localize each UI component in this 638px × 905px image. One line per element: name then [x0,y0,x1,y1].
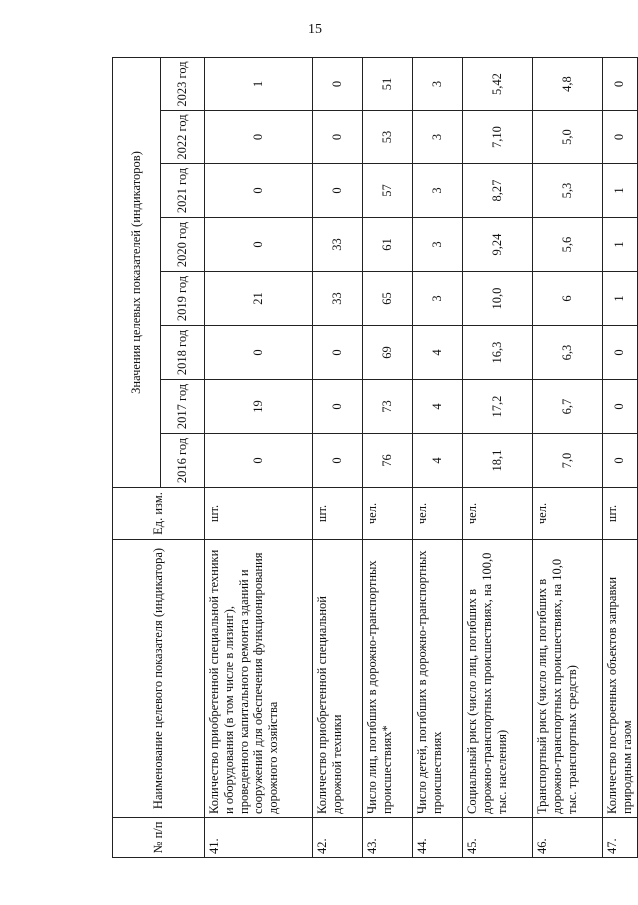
row-value: 76 [363,434,413,488]
row-value: 6,3 [533,326,603,380]
row-value: 57 [363,164,413,218]
row-value: 0 [205,434,313,488]
row-value: 4 [413,434,463,488]
row-value: 1 [205,58,313,111]
row-value: 0 [205,111,313,164]
row-index: 43. [363,818,413,858]
row-value: 21 [205,272,313,326]
row-indicator-name: Транспортный риск (число лиц, погибших в дорожно-транспортных происшествиях, на 10,0 тыс. транспортных средств) [533,540,603,818]
row-unit: чел. [363,488,413,540]
row-indicator-name: Число детей, погибших в дорожно-транспортных происшествиях [413,540,463,818]
row-index: 47. [603,818,638,858]
row-value: 0 [603,111,638,164]
row-value: 0 [603,380,638,434]
row-indicator-name: Число лиц, погибших в дорожно-транспортных происшествиях* [363,540,413,818]
row-value: 0 [205,164,313,218]
row-indicator-name: Социальный риск (число лиц, погибших в дорожно-транспортных происшествиях, на 100,0 тыс. населения) [463,540,533,818]
table-row [363,58,413,858]
row-value: 3 [413,164,463,218]
row-value: 0 [313,380,363,434]
row-unit: чел. [533,488,603,540]
row-value: 0 [205,326,313,380]
page-number: 15 [308,22,322,37]
row-value: 69 [363,326,413,380]
row-value: 16,3 [463,326,533,380]
header-year: 2019 год [161,272,205,326]
header-index: № п/п [113,818,205,858]
row-value: 18,1 [463,434,533,488]
row-value: 3 [413,272,463,326]
row-value: 0 [313,164,363,218]
row-value: 33 [313,272,363,326]
table-row [413,58,463,858]
header-name: Наименование целевого показателя (индикатора) [113,540,205,818]
row-value: 6 [533,272,603,326]
row-value: 53 [363,111,413,164]
row-value: 0 [603,434,638,488]
row-value: 5,3 [533,164,603,218]
table-row [205,58,313,858]
row-value: 0 [205,218,313,272]
header-year: 2020 год [161,218,205,272]
row-value: 61 [363,218,413,272]
row-value: 73 [363,380,413,434]
row-value: 1 [603,218,638,272]
header-year: 2023 год [161,58,205,111]
row-unit: шт. [313,488,363,540]
row-value: 0 [603,58,638,111]
row-indicator-name: Количество приобретенной специальной техники и оборудования (в том числе в лизинг), проведенного капитального ремонта зданий и сооружений для обеспечения функционирования дорожного хозяйства [205,540,313,818]
table-row [463,58,533,858]
row-value: 0 [313,326,363,380]
row-value: 0 [313,111,363,164]
row-indicator-name: Количество приобретенной специальной дорожной техники [313,540,363,818]
row-value: 5,42 [463,58,533,111]
row-value: 10,0 [463,272,533,326]
table-row [533,58,603,858]
row-value: 33 [313,218,363,272]
header-values-group: Значения целевых показателей (индикаторов) [113,58,161,488]
row-unit: шт. [603,488,638,540]
row-value: 0 [313,434,363,488]
row-value: 17,2 [463,380,533,434]
row-index: 46. [533,818,603,858]
row-index: 42. [313,818,363,858]
row-value: 1 [603,164,638,218]
indicators-table [112,57,638,858]
row-value: 7,0 [533,434,603,488]
row-value: 3 [413,218,463,272]
row-index: 45. [463,818,533,858]
row-unit: чел. [463,488,533,540]
row-value: 3 [413,111,463,164]
row-value: 0 [313,58,363,111]
rotated-table-wrapper [112,58,634,858]
header-year: 2021 год [161,164,205,218]
row-unit: чел. [413,488,463,540]
row-indicator-name: Количество построенных объектов заправки природным газом [603,540,638,818]
row-value: 7,10 [463,111,533,164]
table-row [603,58,638,858]
header-year: 2017 год [161,380,205,434]
table-row [313,58,363,858]
row-value: 8,27 [463,164,533,218]
row-unit: шт. [205,488,313,540]
row-value: 4 [413,326,463,380]
row-value: 9,24 [463,218,533,272]
header-year: 2022 год [161,111,205,164]
row-value: 6,7 [533,380,603,434]
row-index: 44. [413,818,463,858]
header-unit: Ед. изм. [113,488,205,540]
row-value: 4,8 [533,58,603,111]
row-value: 19 [205,380,313,434]
header-year: 2018 год [161,326,205,380]
row-value: 3 [413,58,463,111]
row-value: 5,0 [533,111,603,164]
row-value: 1 [603,272,638,326]
row-index: 41. [205,818,313,858]
row-value: 4 [413,380,463,434]
row-value: 51 [363,58,413,111]
header-year: 2016 год [161,434,205,488]
row-value: 65 [363,272,413,326]
row-value: 0 [603,326,638,380]
row-value: 5,6 [533,218,603,272]
